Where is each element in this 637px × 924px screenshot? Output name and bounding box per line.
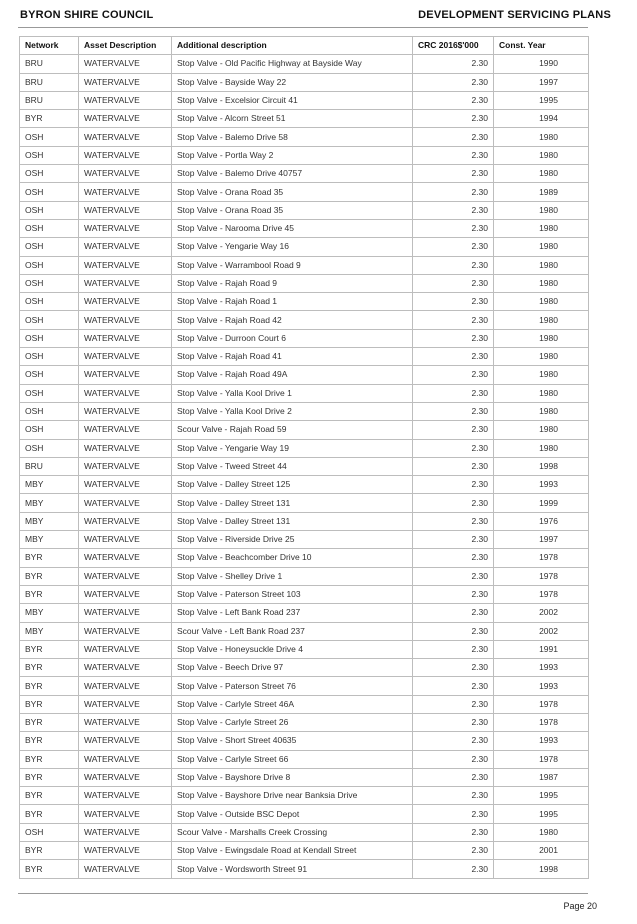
crc-cell: 2.30: [413, 329, 494, 347]
crc-cell: 2.30: [413, 549, 494, 567]
asset-description-cell: WATERVALVE: [79, 549, 172, 567]
const-year-cell: 2002: [494, 622, 589, 640]
asset-description-cell: WATERVALVE: [79, 293, 172, 311]
additional-description-cell: Stop Valve - Paterson Street 103: [172, 585, 413, 603]
network-cell: BYR: [20, 677, 79, 695]
asset-description-cell: WATERVALVE: [79, 219, 172, 237]
asset-table: [19, 36, 589, 879]
additional-description-cell: Stop Valve - Rajah Road 41: [172, 348, 413, 366]
table-row: [20, 585, 589, 603]
column-header-crc: CRC 2016$'000: [413, 37, 494, 55]
table-row: [20, 659, 589, 677]
network-cell: BYR: [20, 732, 79, 750]
table-row: [20, 695, 589, 713]
asset-description-cell: WATERVALVE: [79, 585, 172, 603]
table-row: [20, 494, 589, 512]
asset-description-cell: WATERVALVE: [79, 695, 172, 713]
asset-description-cell: WATERVALVE: [79, 73, 172, 91]
asset-description-cell: WATERVALVE: [79, 128, 172, 146]
table-row: [20, 402, 589, 420]
const-year-cell: 1993: [494, 677, 589, 695]
additional-description-cell: Stop Valve - Beech Drive 97: [172, 659, 413, 677]
network-cell: BYR: [20, 750, 79, 768]
column-header-additional-description: Additional description: [172, 37, 413, 55]
crc-cell: 2.30: [413, 366, 494, 384]
crc-cell: 2.30: [413, 622, 494, 640]
network-cell: BYR: [20, 768, 79, 786]
network-cell: MBY: [20, 512, 79, 530]
table-row: [20, 183, 589, 201]
crc-cell: 2.30: [413, 384, 494, 402]
additional-description-cell: Stop Valve - Carlyle Street 66: [172, 750, 413, 768]
table-row: [20, 366, 589, 384]
asset-description-cell: WATERVALVE: [79, 531, 172, 549]
additional-description-cell: Stop Valve - Short Street 40635: [172, 732, 413, 750]
const-year-cell: 1978: [494, 750, 589, 768]
network-cell: OSH: [20, 274, 79, 292]
column-header-network: Network: [20, 37, 79, 55]
table-row: [20, 860, 589, 878]
table-row: [20, 256, 589, 274]
crc-cell: 2.30: [413, 421, 494, 439]
asset-description-cell: WATERVALVE: [79, 805, 172, 823]
asset-description-cell: WATERVALVE: [79, 494, 172, 512]
asset-description-cell: WATERVALVE: [79, 567, 172, 585]
const-year-cell: 1980: [494, 402, 589, 420]
table-row: [20, 512, 589, 530]
asset-description-cell: WATERVALVE: [79, 238, 172, 256]
additional-description-cell: Stop Valve - Bayside Way 22: [172, 73, 413, 91]
additional-description-cell: Stop Valve - Balemo Drive 40757: [172, 165, 413, 183]
const-year-cell: 1980: [494, 128, 589, 146]
network-cell: OSH: [20, 219, 79, 237]
const-year-cell: 1978: [494, 713, 589, 731]
crc-cell: 2.30: [413, 768, 494, 786]
network-cell: BYR: [20, 640, 79, 658]
network-cell: MBY: [20, 622, 79, 640]
const-year-cell: 1980: [494, 256, 589, 274]
network-cell: OSH: [20, 348, 79, 366]
crc-cell: 2.30: [413, 713, 494, 731]
network-cell: OSH: [20, 256, 79, 274]
const-year-cell: 1990: [494, 55, 589, 73]
asset-description-cell: WATERVALVE: [79, 768, 172, 786]
crc-cell: 2.30: [413, 146, 494, 164]
network-cell: OSH: [20, 402, 79, 420]
network-cell: MBY: [20, 476, 79, 494]
table-row: [20, 329, 589, 347]
table-row: [20, 311, 589, 329]
additional-description-cell: Stop Valve - Excelsior Circuit 41: [172, 91, 413, 109]
additional-description-cell: Stop Valve - Narooma Drive 45: [172, 219, 413, 237]
const-year-cell: 1999: [494, 494, 589, 512]
crc-cell: 2.30: [413, 842, 494, 860]
table-row: [20, 146, 589, 164]
network-cell: BYR: [20, 567, 79, 585]
asset-description-cell: WATERVALVE: [79, 183, 172, 201]
asset-description-cell: WATERVALVE: [79, 274, 172, 292]
table-row: [20, 567, 589, 585]
additional-description-cell: Stop Valve - Shelley Drive 1: [172, 567, 413, 585]
additional-description-cell: Stop Valve - Tweed Street 44: [172, 457, 413, 475]
asset-description-cell: WATERVALVE: [79, 823, 172, 841]
column-header-const-year: Const. Year: [494, 37, 589, 55]
asset-description-cell: WATERVALVE: [79, 146, 172, 164]
table-row: [20, 457, 589, 475]
table-header-row: [20, 37, 589, 55]
asset-description-cell: WATERVALVE: [79, 457, 172, 475]
crc-cell: 2.30: [413, 531, 494, 549]
asset-description-cell: WATERVALVE: [79, 384, 172, 402]
asset-description-cell: WATERVALVE: [79, 713, 172, 731]
additional-description-cell: Stop Valve - Bayshore Drive near Banksia Drive: [172, 787, 413, 805]
asset-description-cell: WATERVALVE: [79, 110, 172, 128]
const-year-cell: 1991: [494, 640, 589, 658]
const-year-cell: 1993: [494, 476, 589, 494]
network-cell: BRU: [20, 55, 79, 73]
asset-description-cell: WATERVALVE: [79, 640, 172, 658]
crc-cell: 2.30: [413, 860, 494, 878]
crc-cell: 2.30: [413, 402, 494, 420]
additional-description-cell: Stop Valve - Bayshore Drive 8: [172, 768, 413, 786]
crc-cell: 2.30: [413, 750, 494, 768]
additional-description-cell: Stop Valve - Rajah Road 42: [172, 311, 413, 329]
crc-cell: 2.30: [413, 201, 494, 219]
crc-cell: 2.30: [413, 567, 494, 585]
table-row: [20, 604, 589, 622]
network-cell: OSH: [20, 238, 79, 256]
crc-cell: 2.30: [413, 604, 494, 622]
asset-description-cell: WATERVALVE: [79, 311, 172, 329]
network-cell: BYR: [20, 549, 79, 567]
crc-cell: 2.30: [413, 256, 494, 274]
const-year-cell: 1997: [494, 73, 589, 91]
const-year-cell: 1987: [494, 768, 589, 786]
table-row: [20, 842, 589, 860]
additional-description-cell: Stop Valve - Old Pacific Highway at Bayside Way: [172, 55, 413, 73]
network-cell: OSH: [20, 183, 79, 201]
crc-cell: 2.30: [413, 695, 494, 713]
const-year-cell: 1980: [494, 439, 589, 457]
crc-cell: 2.30: [413, 165, 494, 183]
network-cell: MBY: [20, 604, 79, 622]
additional-description-cell: Stop Valve - Orana Road 35: [172, 201, 413, 219]
crc-cell: 2.30: [413, 787, 494, 805]
crc-cell: 2.30: [413, 55, 494, 73]
additional-description-cell: Stop Valve - Beachcomber Drive 10: [172, 549, 413, 567]
crc-cell: 2.30: [413, 732, 494, 750]
const-year-cell: 1980: [494, 366, 589, 384]
table-row: [20, 640, 589, 658]
additional-description-cell: Stop Valve - Rajah Road 49A: [172, 366, 413, 384]
table-row: [20, 439, 589, 457]
asset-description-cell: WATERVALVE: [79, 402, 172, 420]
council-name: BYRON SHIRE COUNCIL: [20, 9, 154, 21]
crc-cell: 2.30: [413, 274, 494, 292]
header-divider: [18, 27, 588, 28]
network-cell: BRU: [20, 91, 79, 109]
asset-description-cell: WATERVALVE: [79, 366, 172, 384]
network-cell: OSH: [20, 165, 79, 183]
table-row: [20, 787, 589, 805]
network-cell: OSH: [20, 311, 79, 329]
asset-description-cell: WATERVALVE: [79, 165, 172, 183]
crc-cell: 2.30: [413, 219, 494, 237]
additional-description-cell: Stop Valve - Riverside Drive 25: [172, 531, 413, 549]
table-row: [20, 348, 589, 366]
crc-cell: 2.30: [413, 677, 494, 695]
const-year-cell: 1980: [494, 165, 589, 183]
additional-description-cell: Stop Valve - Left Bank Road 237: [172, 604, 413, 622]
crc-cell: 2.30: [413, 311, 494, 329]
additional-description-cell: Stop Valve - Yalla Kool Drive 1: [172, 384, 413, 402]
table-row: [20, 476, 589, 494]
const-year-cell: 1993: [494, 732, 589, 750]
asset-description-cell: WATERVALVE: [79, 421, 172, 439]
const-year-cell: 1976: [494, 512, 589, 530]
const-year-cell: 1980: [494, 293, 589, 311]
const-year-cell: 1995: [494, 91, 589, 109]
network-cell: BYR: [20, 659, 79, 677]
network-cell: OSH: [20, 128, 79, 146]
network-cell: OSH: [20, 823, 79, 841]
document-title: DEVELOPMENT SERVICING PLANS: [418, 9, 611, 21]
additional-description-cell: Scour Valve - Left Bank Road 237: [172, 622, 413, 640]
additional-description-cell: Stop Valve - Wordsworth Street 91: [172, 860, 413, 878]
const-year-cell: 1980: [494, 274, 589, 292]
additional-description-cell: Stop Valve - Dalley Street 131: [172, 512, 413, 530]
table-row: [20, 549, 589, 567]
asset-description-cell: WATERVALVE: [79, 860, 172, 878]
crc-cell: 2.30: [413, 457, 494, 475]
table-row: [20, 73, 589, 91]
table-row: [20, 55, 589, 73]
crc-cell: 2.30: [413, 659, 494, 677]
const-year-cell: 2002: [494, 604, 589, 622]
asset-description-cell: WATERVALVE: [79, 348, 172, 366]
network-cell: OSH: [20, 146, 79, 164]
network-cell: OSH: [20, 329, 79, 347]
additional-description-cell: Stop Valve - Carlyle Street 26: [172, 713, 413, 731]
crc-cell: 2.30: [413, 73, 494, 91]
const-year-cell: 1997: [494, 531, 589, 549]
footer-divider: [18, 893, 588, 894]
const-year-cell: 1995: [494, 805, 589, 823]
table-row: [20, 805, 589, 823]
network-cell: OSH: [20, 421, 79, 439]
additional-description-cell: Stop Valve - Dalley Street 125: [172, 476, 413, 494]
asset-description-cell: WATERVALVE: [79, 842, 172, 860]
asset-description-cell: WATERVALVE: [79, 329, 172, 347]
crc-cell: 2.30: [413, 238, 494, 256]
const-year-cell: 1993: [494, 659, 589, 677]
table-row: [20, 219, 589, 237]
const-year-cell: 1980: [494, 238, 589, 256]
crc-cell: 2.30: [413, 476, 494, 494]
network-cell: BRU: [20, 457, 79, 475]
additional-description-cell: Stop Valve - Balemo Drive 58: [172, 128, 413, 146]
asset-description-cell: WATERVALVE: [79, 256, 172, 274]
network-cell: OSH: [20, 439, 79, 457]
table-row: [20, 732, 589, 750]
asset-description-cell: WATERVALVE: [79, 659, 172, 677]
additional-description-cell: Stop Valve - Dalley Street 131: [172, 494, 413, 512]
network-cell: BRU: [20, 73, 79, 91]
const-year-cell: 1980: [494, 348, 589, 366]
table-row: [20, 238, 589, 256]
crc-cell: 2.30: [413, 439, 494, 457]
asset-description-cell: WATERVALVE: [79, 439, 172, 457]
table-row: [20, 622, 589, 640]
asset-description-cell: WATERVALVE: [79, 750, 172, 768]
const-year-cell: 1995: [494, 787, 589, 805]
asset-description-cell: WATERVALVE: [79, 604, 172, 622]
crc-cell: 2.30: [413, 640, 494, 658]
crc-cell: 2.30: [413, 823, 494, 841]
table-row: [20, 293, 589, 311]
const-year-cell: 1978: [494, 567, 589, 585]
table-row: [20, 677, 589, 695]
const-year-cell: 1978: [494, 695, 589, 713]
const-year-cell: 1978: [494, 585, 589, 603]
network-cell: BYR: [20, 842, 79, 860]
const-year-cell: 1994: [494, 110, 589, 128]
asset-description-cell: WATERVALVE: [79, 91, 172, 109]
crc-cell: 2.30: [413, 512, 494, 530]
table-row: [20, 165, 589, 183]
asset-description-cell: WATERVALVE: [79, 622, 172, 640]
asset-description-cell: WATERVALVE: [79, 677, 172, 695]
table-row: [20, 128, 589, 146]
network-cell: BYR: [20, 585, 79, 603]
network-cell: BYR: [20, 713, 79, 731]
const-year-cell: 1980: [494, 219, 589, 237]
crc-cell: 2.30: [413, 348, 494, 366]
column-header-asset-description: Asset Description: [79, 37, 172, 55]
crc-cell: 2.30: [413, 293, 494, 311]
table-row: [20, 713, 589, 731]
const-year-cell: 1980: [494, 329, 589, 347]
additional-description-cell: Stop Valve - Yengarie Way 16: [172, 238, 413, 256]
const-year-cell: 1980: [494, 146, 589, 164]
const-year-cell: 1980: [494, 421, 589, 439]
table-row: [20, 768, 589, 786]
additional-description-cell: Stop Valve - Yalla Kool Drive 2: [172, 402, 413, 420]
network-cell: BYR: [20, 695, 79, 713]
network-cell: OSH: [20, 293, 79, 311]
additional-description-cell: Stop Valve - Outside BSC Depot: [172, 805, 413, 823]
additional-description-cell: Stop Valve - Portla Way 2: [172, 146, 413, 164]
network-cell: BYR: [20, 787, 79, 805]
additional-description-cell: Stop Valve - Alcorn Street 51: [172, 110, 413, 128]
additional-description-cell: Stop Valve - Warrambool Road 9: [172, 256, 413, 274]
page-number: Page 20: [563, 901, 597, 911]
table-row: [20, 823, 589, 841]
asset-description-cell: WATERVALVE: [79, 201, 172, 219]
additional-description-cell: Stop Valve - Carlyle Street 46A: [172, 695, 413, 713]
const-year-cell: 1978: [494, 549, 589, 567]
additional-description-cell: Stop Valve - Orana Road 35: [172, 183, 413, 201]
const-year-cell: 1989: [494, 183, 589, 201]
additional-description-cell: Stop Valve - Honeysuckle Drive 4: [172, 640, 413, 658]
const-year-cell: 1980: [494, 823, 589, 841]
table-row: [20, 421, 589, 439]
crc-cell: 2.30: [413, 805, 494, 823]
network-cell: MBY: [20, 494, 79, 512]
const-year-cell: 1998: [494, 457, 589, 475]
additional-description-cell: Stop Valve - Rajah Road 9: [172, 274, 413, 292]
network-cell: OSH: [20, 384, 79, 402]
crc-cell: 2.30: [413, 91, 494, 109]
table-row: [20, 750, 589, 768]
table-row: [20, 201, 589, 219]
asset-description-cell: WATERVALVE: [79, 512, 172, 530]
network-cell: BYR: [20, 110, 79, 128]
table-row: [20, 274, 589, 292]
const-year-cell: 1980: [494, 384, 589, 402]
additional-description-cell: Stop Valve - Yengarie Way 19: [172, 439, 413, 457]
asset-description-cell: WATERVALVE: [79, 55, 172, 73]
const-year-cell: 1998: [494, 860, 589, 878]
additional-description-cell: Stop Valve - Paterson Street 76: [172, 677, 413, 695]
additional-description-cell: Stop Valve - Ewingsdale Road at Kendall Street: [172, 842, 413, 860]
network-cell: BYR: [20, 805, 79, 823]
const-year-cell: 1980: [494, 311, 589, 329]
asset-description-cell: WATERVALVE: [79, 476, 172, 494]
const-year-cell: 1980: [494, 201, 589, 219]
table-body: [20, 55, 589, 878]
crc-cell: 2.30: [413, 128, 494, 146]
asset-description-cell: WATERVALVE: [79, 732, 172, 750]
crc-cell: 2.30: [413, 585, 494, 603]
crc-cell: 2.30: [413, 110, 494, 128]
additional-description-cell: Stop Valve - Rajah Road 1: [172, 293, 413, 311]
network-cell: MBY: [20, 531, 79, 549]
table-row: [20, 384, 589, 402]
network-cell: BYR: [20, 860, 79, 878]
const-year-cell: 2001: [494, 842, 589, 860]
asset-description-cell: WATERVALVE: [79, 787, 172, 805]
network-cell: OSH: [20, 366, 79, 384]
network-cell: OSH: [20, 201, 79, 219]
crc-cell: 2.30: [413, 183, 494, 201]
additional-description-cell: Scour Valve - Rajah Road 59: [172, 421, 413, 439]
additional-description-cell: Stop Valve - Durroon Court 6: [172, 329, 413, 347]
additional-description-cell: Scour Valve - Marshalls Creek Crossing: [172, 823, 413, 841]
table-row: [20, 110, 589, 128]
table-row: [20, 531, 589, 549]
table-row: [20, 91, 589, 109]
crc-cell: 2.30: [413, 494, 494, 512]
